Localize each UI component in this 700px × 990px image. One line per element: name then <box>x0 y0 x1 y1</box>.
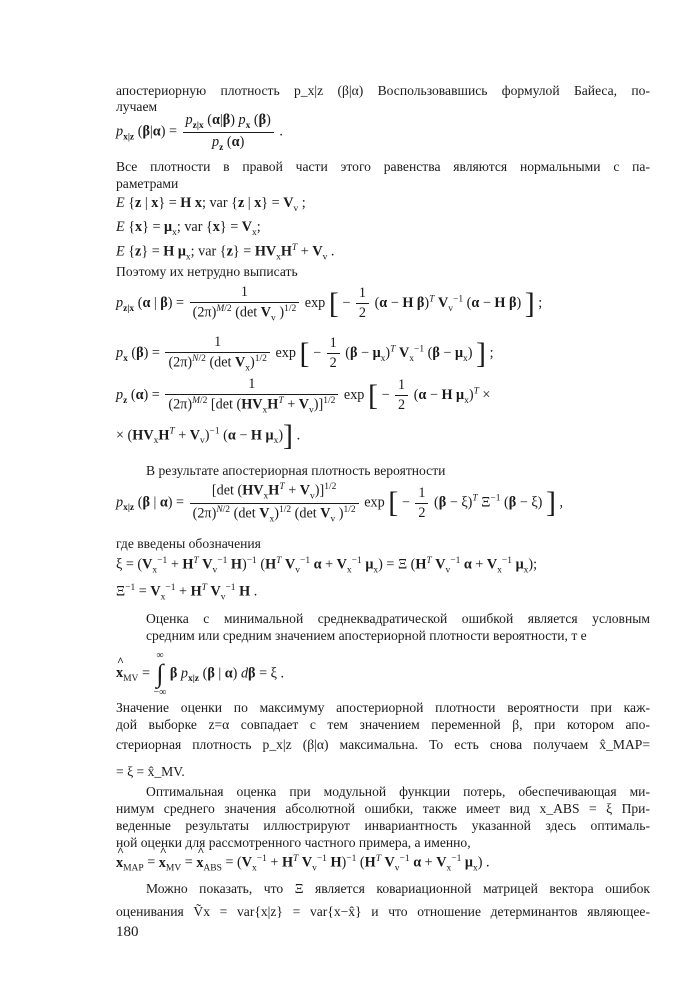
text-line: Все плотности в правой части этого равенства являются нормальными с па- <box>116 159 650 174</box>
equation-pz: $p_z$ (α) = $\frac{1}{(2\pi)^{M/2} [\det (HV_xH^T + V_v)]^{1/2}}$ exp [ − $\frac{1}{2}$ (α − H $\mu_x)^T$ × <box>116 376 491 416</box>
text-line: нимум среднего значения абсолютной ошибки, также имеет вид x_ABS = ξ При- <box>116 801 650 816</box>
text-line: стериорная плотность p_x|z (β|α) максимальна. То есть снова получаем x̂_MAP= <box>116 737 650 752</box>
text-line: средним или средним значением апостериорной плотности вероятности, т е <box>146 628 587 643</box>
text-line: где введены обозначения <box>116 536 261 551</box>
equation-px: $p_x$ (β) = $\frac{1}{(2\pi)^{N/2} (\det V_x)^{1/2}}$ exp [ − $\frac{1}{2}$ $(\beta - \mu_x)^T$ $V_x^{-1}$ $(\beta - \mu_x)$ ] ; <box>116 334 494 374</box>
text-line: лучаем <box>116 99 158 114</box>
text-line: Можно показать, что Ξ является ковариационной матрицей вектора ошибок <box>146 881 650 896</box>
equation-invariance: ^ $x_{MAP}$ = ^ $x_{MV}$ = ^ $x_{ABS} = (V_x^{-1} + H^T$ $V_v^{-1}$ H)$^{-1}$ ($H^T$ $V_v^{-1}$ $\alpha + V_x^{-1}$ $\mu_x$) . <box>116 854 490 874</box>
equation-xi: $\xi = (V_x^{-1} + H^T$ $V_v^{-1}$ H)$^{-1}$ ($H^T$ $V_v^{-1}$ $\alpha + V_x^{-1}$ $\mu_x) = \Xi$ ($H^T$ $V_v^{-1}$ $\alpha + V_x^{-1}$ $\mu_x$); <box>116 556 538 576</box>
text-line: дой выборке z=α совпадает с тем значением переменной β, при котором апо- <box>116 717 650 732</box>
equation-Xi-inverse: $\Xi^{-1} = V_x^{-1} + H^T$ $V_v^{-1}$ H . <box>116 583 258 603</box>
equation-params-2: E $\{x\} = \mu_x$; var $\{x\} = V_x$; <box>116 219 261 238</box>
page-number: 180 <box>116 924 139 940</box>
equation-pzx: $p_{z|x}$ (α | β) = $\frac{1}{(2\pi)^{M/2} (\det V_v )^{1/2}}$ exp [ − $\frac{1}{2}$ (α − H β)$^T$ $V_v^{-1}$ (α − H β) ] ; <box>116 284 543 324</box>
equation-pz-cont: × $(HV_xH^T + V_v)^{-1}$ (α − H $\mu_x$)] . <box>116 419 301 452</box>
text-line: веденные результаты иллюстрируют инвариантность указанной здесь оптималь- <box>116 818 650 833</box>
equation-posterior: $p_{x|z}$ (β | α) = $\frac{[\det (HV_xH^T + V_v)]^{1/2}}{(2\pi)^{N/2} (\det V_x)^{1/2} (\det V_v )^{1/2}}$ exp [ − $\frac{1}{2}$ $(\beta - \xi)^T$ $\Xi^{-1}$ (β − ξ) ] , <box>116 482 564 525</box>
text-line: ной оценки для рассмотренного частного примера, а именно, <box>116 835 471 850</box>
text-line: Поэтому их нетрудно выписать <box>116 264 298 279</box>
text-line: Оценка с минимальной среднеквадратической ошибкой является условным <box>146 611 650 626</box>
equation-params-3: E {z} = H $\mu_x$; var $\{z\} = HV_xH^T + V_v$ . <box>116 243 335 263</box>
equation-bayes: $p_{x|z}$ (β|α) = $\frac{p_{z|x} (\alpha|\beta) p_x (\beta)}{p_z (\alpha)}$ . <box>116 112 283 153</box>
equation-xmv: ^ $x_{MV}$ = ∞ ∫ −∞ β $p_{x|z}$ (β | α) dβ = ξ . <box>116 650 284 698</box>
text-line: апостериорную плотность p_x|z (β|α) Воспользовавшись формулой Байеса, по- <box>116 83 650 98</box>
text-line: Значение оценки по максимуму апостериорной плотности вероятности при каж- <box>116 700 650 715</box>
text-line: = ξ = x̂_MV. <box>116 764 185 779</box>
text-line: раметрами <box>116 176 179 191</box>
text-line: В результате апостериорная плотность вероятности <box>146 463 446 478</box>
text-line: Оптимальная оценка при модульной функции потерь, обеспечивающая ми- <box>146 784 650 799</box>
equation-params-1: E {z | x} = H x; var {z | $x\} = V_v$ ; <box>116 195 306 214</box>
text-line: оценивания Ṽx = var{x|z} = var{x−x̂} и что отношение детерминантов являющее- <box>116 904 650 919</box>
